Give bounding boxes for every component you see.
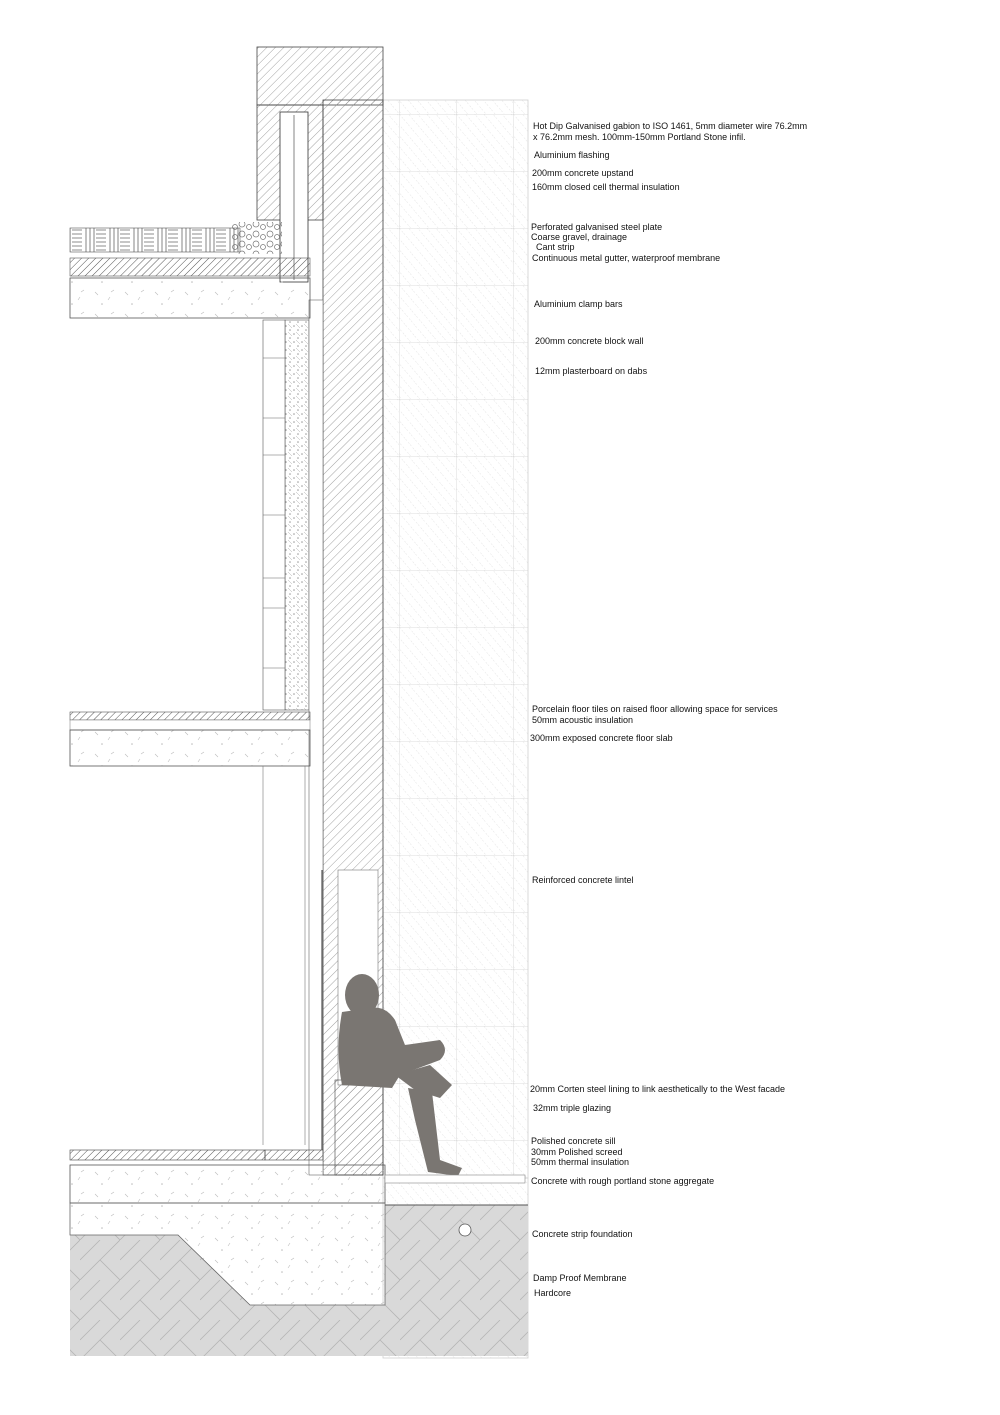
label-gravel: Coarse gravel, drainage — [531, 232, 628, 242]
roof-insulation — [70, 258, 310, 276]
gabion-facade — [383, 100, 528, 1178]
label-lintel: Reinforced concrete lintel — [532, 875, 634, 885]
cavity-line — [309, 300, 323, 1175]
label-cell-insulation: 160mm closed cell thermal insulation — [532, 182, 680, 192]
label-block-wall: 200mm concrete block wall — [535, 336, 644, 346]
roof-slab — [70, 278, 310, 318]
label-floor-tiles: Porcelain floor tiles on raised floor allowing space for services — [532, 704, 778, 714]
roof-paving — [70, 228, 240, 252]
label-gabion-2: x 76.2mm mesh. 100mm-150mm Portland Stone infil. — [533, 132, 746, 142]
corten-lining — [335, 1080, 383, 1175]
ground-slab — [70, 1165, 385, 1203]
label-aggregate: Concrete with rough portland stone aggregate — [531, 1176, 715, 1186]
label-gutter: Continuous metal gutter, waterproof membrane — [532, 253, 721, 263]
roof-gravel — [232, 222, 282, 254]
external-sill — [385, 1175, 525, 1183]
label-dpm: Damp Proof Membrane — [533, 1273, 627, 1283]
label-glazing: 32mm triple glazing — [533, 1103, 612, 1113]
label-corten: 20mm Corten steel lining to link aesthetically to the West facade — [530, 1084, 785, 1094]
label-plasterboard: 12mm plasterboard on dabs — [535, 366, 648, 376]
acoustic-insulation — [70, 720, 310, 730]
label-flashing: Aluminium flashing — [534, 150, 610, 160]
thermal-insulation-floor — [265, 1150, 323, 1160]
label-gabion-1: Hot Dip Galvanised gabion to ISO 1461, 5mm diameter wire 76.2mm — [533, 121, 808, 131]
polished-screed — [70, 1150, 265, 1160]
label-clamp-bars: Aluminium clamp bars — [534, 299, 623, 309]
label-screed: 30mm Polished screed — [531, 1147, 623, 1157]
label-foundation: Concrete strip foundation — [532, 1229, 633, 1239]
floor-tiles — [70, 712, 310, 720]
label-hardcore: Hardcore — [534, 1288, 572, 1298]
floor-slab — [70, 730, 310, 766]
parapet-upstand — [257, 47, 383, 105]
label-steel-plate: Perforated galvanised steel plate — [531, 222, 663, 232]
label-floor-slab: 300mm exposed concrete floor slab — [530, 733, 673, 743]
label-floor-insulation: 50mm thermal insulation — [531, 1157, 630, 1167]
drain-pipe — [459, 1224, 471, 1236]
label-sill: Polished concrete sill — [531, 1136, 616, 1146]
thermal-insulation — [285, 320, 309, 710]
label-cant-strip: Cant strip — [536, 242, 575, 252]
label-upstand: 200mm concrete upstand — [532, 168, 634, 178]
label-acoustic: 50mm acoustic insulation — [532, 715, 634, 725]
